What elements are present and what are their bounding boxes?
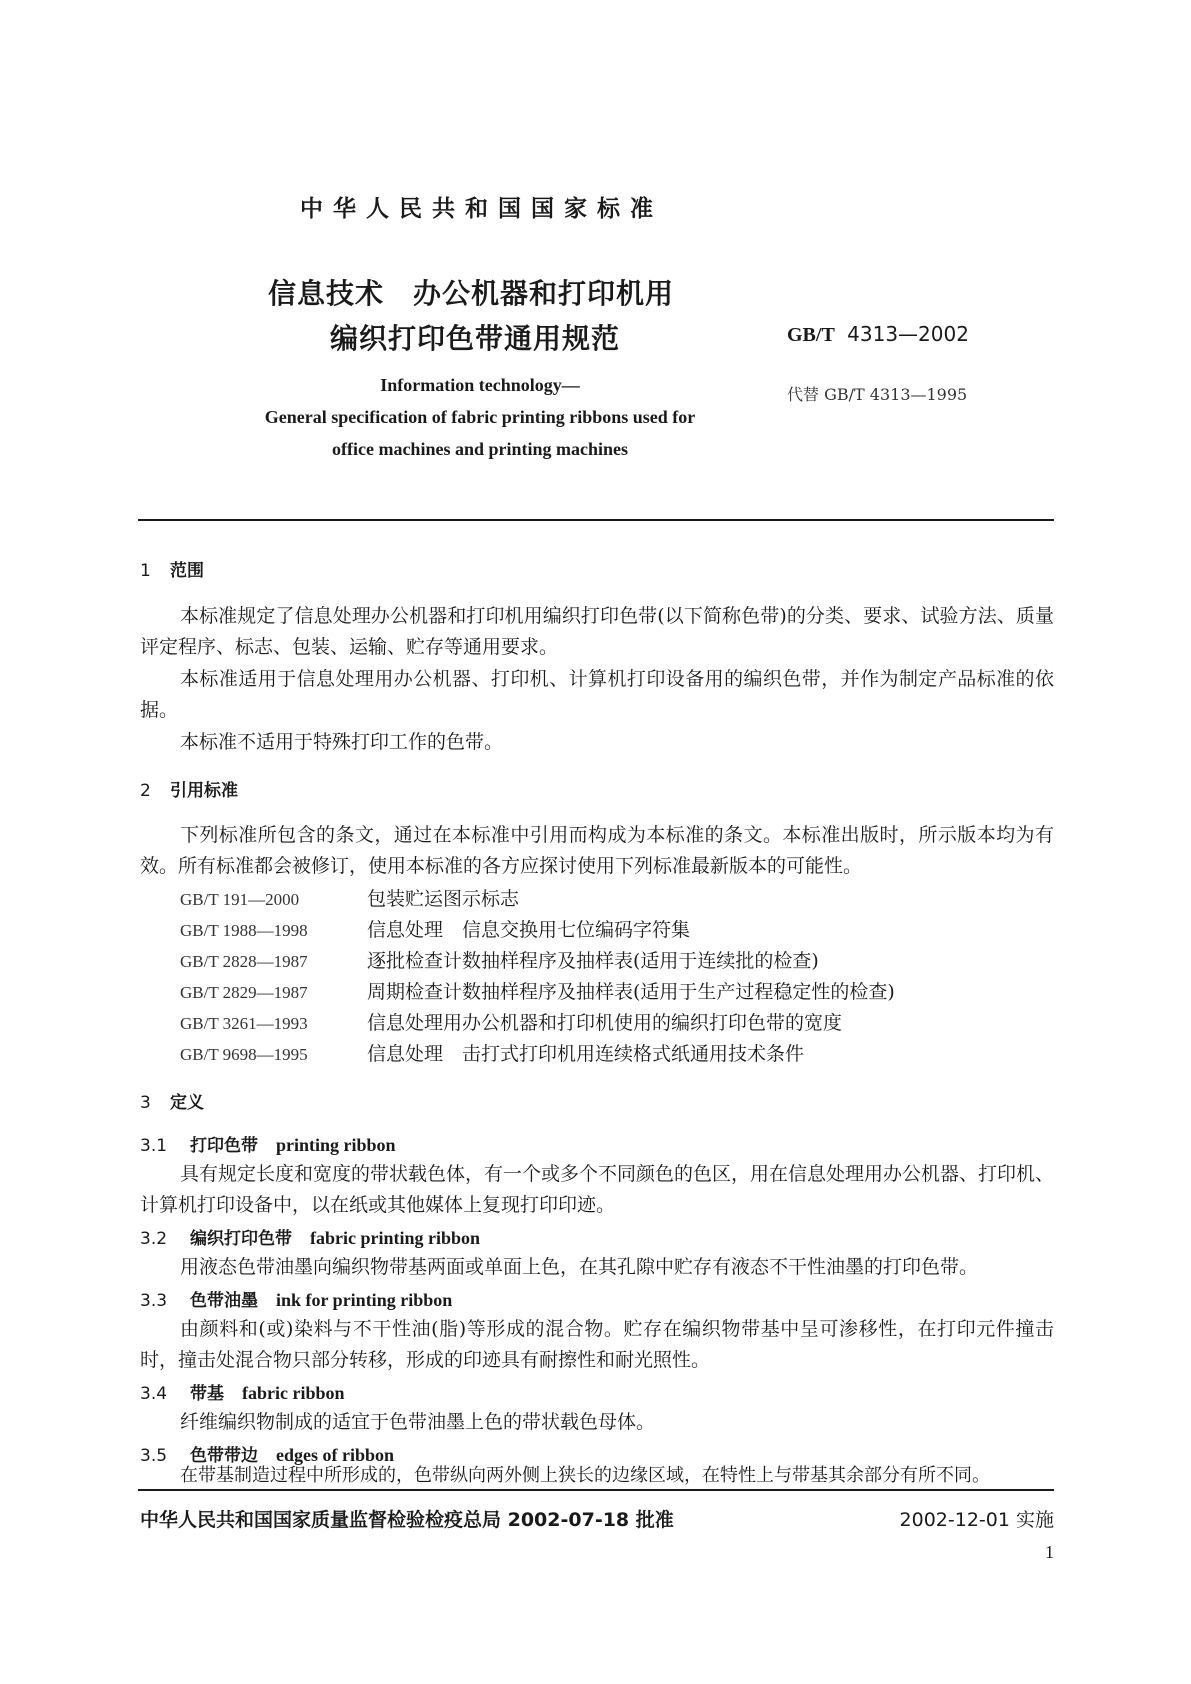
reference-code: GB/T 9698—1995 [180,1045,308,1064]
section-2-heading [140,776,238,801]
term-zh: 带基 [190,1384,224,1404]
term-zh: 打印色带 [190,1136,258,1156]
approval-line: 中华人民共和国国家质量监督检验检疫总局 2002-07-18 批准 [140,1509,674,1531]
section-title: 定义 [170,1093,204,1113]
term-heading [140,1131,396,1156]
reference-title: 信息处理用办公机器和打印机使用的编织打印色带的宽度 [367,1012,843,1034]
term-heading [140,1224,480,1249]
term-en: ink for printing ribbon [276,1290,453,1310]
replaces-note: 代替 GB/T 4313—1995 [787,385,968,404]
term-zh: 编织打印色带 [190,1229,292,1249]
page-number: 1 [1045,1542,1054,1562]
section-3-heading [140,1088,204,1113]
term-zh: 色带带边 [190,1446,258,1466]
standard-number-prefix: GB/T [787,324,835,346]
title-en-line3: office machines and printing machines [331,439,628,459]
reference-item [180,1039,804,1066]
reference-title: 逐批检查计数抽样程序及抽样表(适用于连续批的检查) [367,950,819,972]
reference-item [180,884,519,911]
paragraph: 本标准不适用于特殊打印工作的色带。 [180,731,504,753]
title-en-line2: General specification of fabric printing ribbons used for [264,407,696,427]
term-definition: 在带基制造过程中所形成的，色带纵向两外侧上狭长的边缘区域，在特性上与带基其余部分有所不同。 [180,1465,990,1486]
reference-item [180,946,819,973]
reference-item [180,915,690,942]
paragraph: 本标准适用于信息处理用办公机器、打印机、计算机打印设备用的编织色带，并作为制定产品标准的依据。 [140,668,1054,721]
reference-item [180,977,895,1004]
reference-title: 信息处理 击打式打印机用连续格式纸通用技术条件 [367,1043,805,1065]
bottom-divider [138,1489,1054,1491]
implementation-date: 2002-12-01 实施 [899,1509,1054,1531]
standard-number-value: 4313—2002 [847,322,969,346]
title-zh-line1: 信息技术 办公机器和打印机用 [268,277,675,310]
title-en-line1: Information technology— [380,375,580,395]
reference-code: GB/T 1988—1998 [180,921,308,940]
term-definition: 由颜料和(或)染料与不干性油(脂)等形成的混合物。贮存在编织物带基中呈可渗移性，在打印元件撞击时，撞击处混合物只部分转移，形成的印迹具有耐擦性和耐光照性。 [140,1318,1054,1371]
term-definition: 具有规定长度和宽度的带状载色体，有一个或多个不同颜色的色区，用在信息处理用办公机器、打印机、计算机打印设备中，以在纸或其他媒体上复现打印印迹。 [140,1163,1055,1216]
top-divider [138,519,1054,521]
term-en: printing ribbon [276,1135,396,1155]
term-number: 3.4 [140,1384,168,1404]
reference-title: 周期检查计数抽样程序及抽样表(适用于生产过程稳定性的检查) [367,981,895,1003]
section-number: 3 [140,1093,151,1113]
reference-title: 包装贮运图示标志 [367,888,520,910]
title-zh-line2: 编织打印色带通用规范 [330,322,621,355]
section-number: 1 [140,561,151,581]
term-heading [140,1379,345,1404]
standard-number [787,322,969,347]
section-number: 2 [140,781,151,801]
term-zh: 色带油墨 [190,1291,258,1311]
term-heading [140,1286,452,1311]
section-1-heading [140,556,204,581]
term-definition: 用液态色带油墨向编织物带基两面或单面上色，在其孔隙中贮存有液态不干性油墨的打印色带。 [180,1256,979,1278]
paragraph: 下列标准所包含的条文，通过在本标准中引用而构成为本标准的条文。本标准出版时，所示版本均为有效。所有标准都会被修订，使用本标准的各方应探讨使用下列标准最新版本的可能性。 [140,824,1054,877]
section-title: 范围 [170,561,204,581]
term-number: 3.1 [140,1136,168,1156]
term-number: 3.3 [140,1291,168,1311]
section-title: 引用标准 [170,781,238,801]
reference-code: GB/T 191—2000 [180,890,300,909]
reference-code: GB/T 2828—1987 [180,952,308,971]
reference-code: GB/T 2829—1987 [180,983,308,1002]
standard-org-heading: 中华人民共和国国家标准 [300,196,663,222]
term-definition: 纤维编织物制成的适宜于色带油墨上色的带状载色母体。 [180,1411,656,1433]
term-number: 3.2 [140,1229,168,1249]
reference-code: GB/T 3261—1993 [180,1014,308,1033]
term-en: edges of ribbon [276,1445,395,1465]
reference-title: 信息处理 信息交换用七位编码字符集 [367,919,691,941]
reference-item [180,1008,842,1035]
term-en: fabric printing ribbon [310,1228,481,1248]
paragraph: 本标准规定了信息处理办公机器和打印机用编织打印色带(以下简称色带)的分类、要求、试验方法、质量评定程序、标志、包装、运输、贮存等通用要求。 [140,605,1054,658]
term-number: 3.5 [140,1446,168,1466]
term-en: fabric ribbon [242,1383,345,1403]
